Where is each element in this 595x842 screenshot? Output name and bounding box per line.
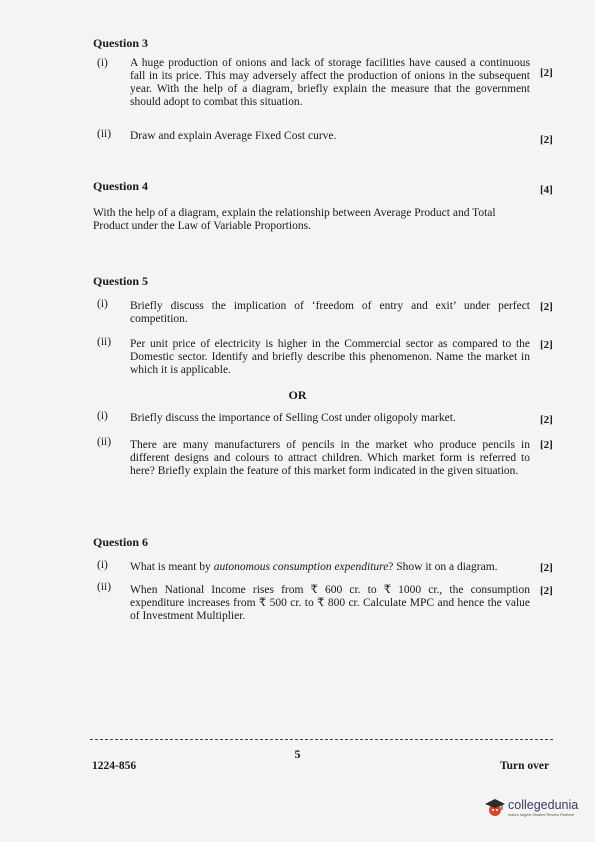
q5-alt-i-number: (i) xyxy=(97,410,108,422)
q5-ii-number: (ii) xyxy=(97,336,112,348)
q6-ii-text: When National Income rises from ₹ 600 cr. to ₹ 1000 cr., the consumption expenditure increases from ₹ 500 cr. to ₹ 800 cr. Calculate MPC and hence the value of Investment Multiplier. xyxy=(130,584,530,622)
question-4-title: Question 4 xyxy=(93,179,149,193)
turn-over-label: Turn over xyxy=(500,760,550,772)
or-separator: OR xyxy=(288,388,307,402)
q5-i-text: Briefly discuss the implication of ‘freedom of entry and exit’ under perfect competition. xyxy=(130,300,530,325)
q6-ii-marks: [2] xyxy=(540,585,553,597)
q6-i-text xyxy=(130,561,530,574)
collegedunia-logo xyxy=(484,796,584,826)
q4-text: With the help of a diagram, explain the relationship between Average Product and Total Product under the Law of Variable Proportions. xyxy=(93,207,496,232)
q3-ii-text: Draw and explain Average Fixed Cost curve. xyxy=(130,130,337,142)
q3-i-number: (i) xyxy=(97,57,108,69)
q6-i-text-italic: autonomous consumption expenditure xyxy=(213,561,389,573)
logo-tagline: India's largest Student Review Platform xyxy=(508,813,575,817)
q4-marks: [4] xyxy=(540,184,553,196)
q5-alt-i-text: Briefly discuss the importance of Selling Cost under oligopoly market. xyxy=(130,412,456,424)
q6-i-marks: [2] xyxy=(540,562,553,574)
q3-i-text: A huge production of onions and lack of storage facilities have caused a continuous fall in its price. This may adversely affect the production of onions in the subsequent year. With the help of a diagram, briefly explain the measure that the government should adopt to combat this situation. xyxy=(130,57,530,108)
q6-ii-number: (ii) xyxy=(97,581,112,593)
footer-divider xyxy=(90,739,553,740)
q3-ii-number: (ii) xyxy=(97,128,112,140)
q5-i-number: (i) xyxy=(97,298,108,310)
q5-alt-i-marks: [2] xyxy=(540,414,553,426)
q6-i-text-end: ? Show it on a diagram. xyxy=(388,561,498,573)
paper-code: 1224-856 xyxy=(92,760,137,772)
question-3-title: Question 3 xyxy=(93,36,149,50)
q5-i-marks: [2] xyxy=(540,301,553,313)
logo-name: collegedunia xyxy=(508,798,579,812)
q6-i-text-start: What is meant by xyxy=(130,561,214,573)
q3-i-marks: [2] xyxy=(540,67,553,79)
graduation-cap-icon xyxy=(484,796,506,818)
q5-alt-ii-number: (ii) xyxy=(97,436,112,448)
question-6-title: Question 6 xyxy=(93,535,149,549)
page-number: 5 xyxy=(294,747,301,761)
q6-i-number: (i) xyxy=(97,559,108,571)
question-5-title: Question 5 xyxy=(93,274,149,288)
q5-alt-ii-text: There are many manufacturers of pencils in the market who produce pencils in different designs and colours to attract children. Which market form is referred to here? Briefly explain the feature of this market form indicated in the given situation. xyxy=(130,439,530,477)
q3-ii-marks: [2] xyxy=(540,134,553,146)
q5-ii-text: Per unit price of electricity is higher in the Commercial sector as compared to the Domestic sector. Identify and briefly describe this phenomenon. Name the market in which it is applicable. xyxy=(130,338,530,376)
q5-ii-marks: [2] xyxy=(540,339,553,351)
q5-alt-ii-marks: [2] xyxy=(540,439,553,451)
